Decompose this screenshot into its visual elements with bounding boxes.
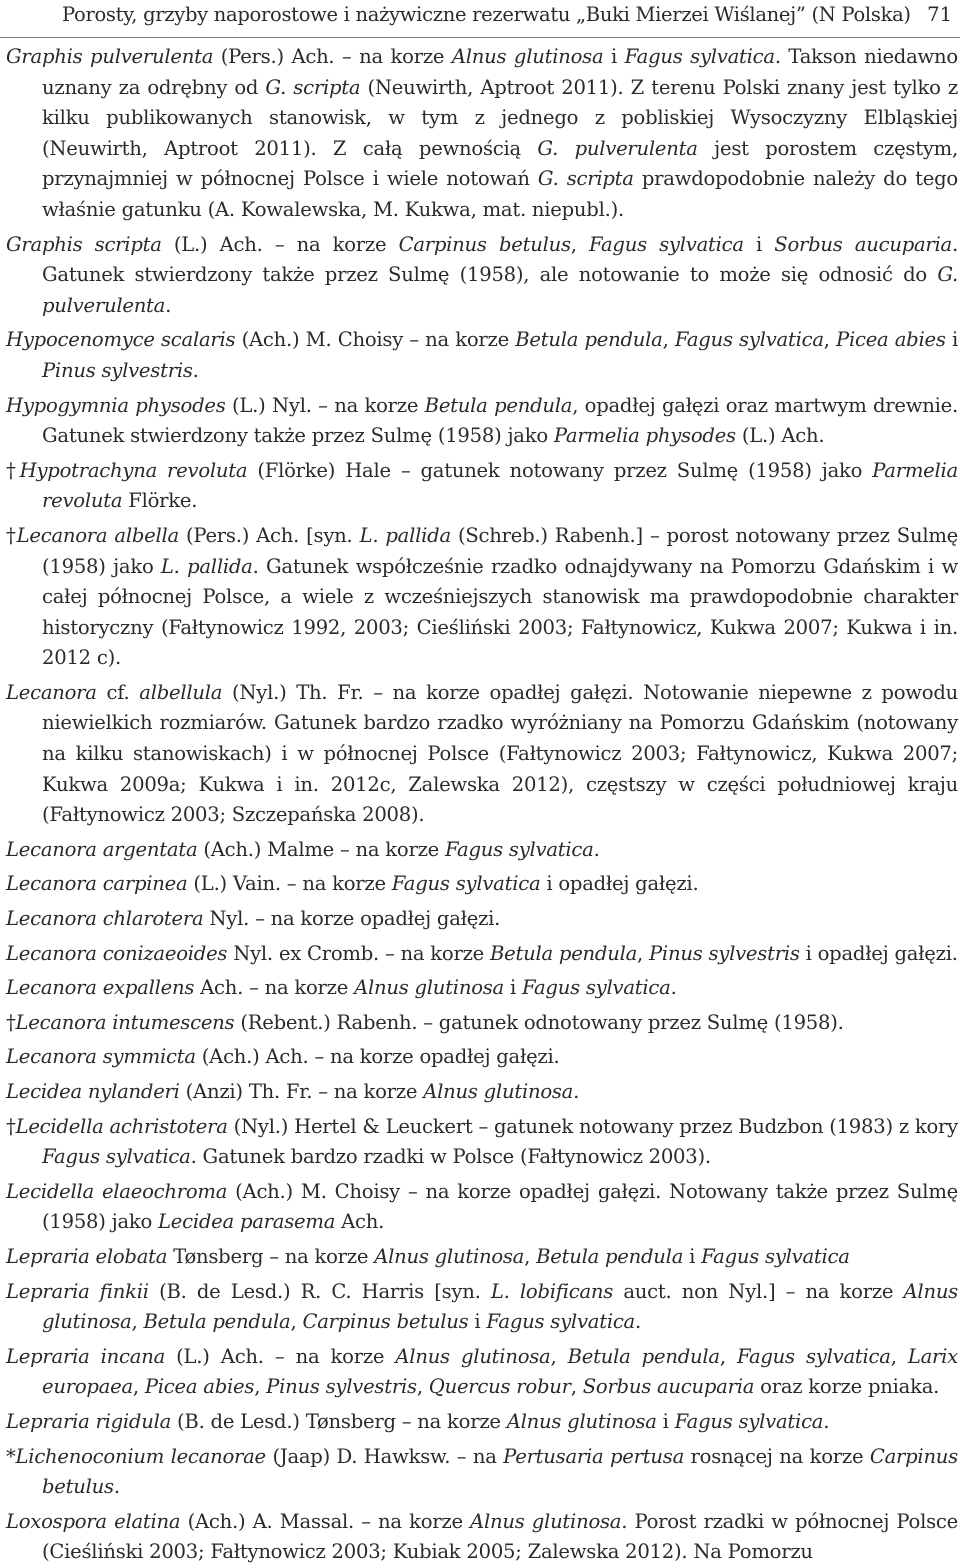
- species-entry: Hypocenomyce scalaris (Ach.) M. Choisy – na korze Betula pendula, Fagus sylvatica, Picea abies i Pinus sylvestris.: [6, 328, 958, 382]
- species-list: [6, 42, 958, 1568]
- species-entry: †Hypotrachyna revoluta (Flörke) Hale – gatunek notowany przez Sulmę (1958) jako Parmelia revoluta Flörke.: [6, 458, 958, 513]
- header-title: Porosty, grzyby naporostowe i nażywiczne rezerwatu „Buki Mierzei Wiślanej” (N Polska): [62, 3, 911, 26]
- species-entry: Loxospora elatina (Ach.) A. Massal. – na korze Alnus glutinosa. Porost rzadki w północnej Polsce (Cieśliński 2003; Fałtynowicz 2003; Kubiak 2005; Zalewska 2012). Na Pomorzu: [6, 1509, 958, 1564]
- species-entry: †Lecanora intumescens (Rebent.) Rabenh. – gatunek odnotowany przez Sulmę (1958).: [6, 1010, 844, 1034]
- species-entry: Graphis pulverulenta (Pers.) Ach. – na korze Alnus glutinosa i Fagus sylvatica. Takson niedawno uznany za odrębny od G. scripta (Neuwirth, Aptroot 2011). Z terenu Polski znany jest tylko z kilku publikowanych stanowisk, w tym z jednego z pobliskiej Wysoczyzny Elbląskiej (Neuwirth, Aptroot 2011). Z całą pewnością G. pulverulenta jest porostem częstym, przynajmniej w północnej Polsce i wiele notowań G. scripta prawdopodobnie należy do tego właśnie gatunku (A. Kowalewska, M. Kukwa, mat. niepubl.).: [6, 45, 958, 221]
- species-entry: *Lichenoconium lecanorae (Jaap) D. Hawksw. – na Pertusaria pertusa rosnącej na korze Carpinus betulus.: [6, 1444, 958, 1499]
- species-entry: Lepraria incana (L.) Ach. – na korze Alnus glutinosa, Betula pendula, Fagus sylvatica, Larix europaea, Picea abies, Pinus sylvestris, Quercus robur, Sorbus aucuparia oraz korze pniaka.: [6, 1344, 958, 1399]
- species-entry: †Lecidella achristotera (Nyl.) Hertel & Leuckert – gatunek notowany przez Budzbon (1983) z kory Fagus sylvatica. Gatunek bardzo rzadki w Polsce (Fałtynowicz 2003).: [6, 1114, 958, 1169]
- species-entry: Graphis scripta (L.) Ach. – na korze Carpinus betulus, Fagus sylvatica i Sorbus aucuparia. Gatunek stwierdzony także przez Sulmę (1958), ale notowanie to może się odnosić do G. pulverulenta.: [6, 232, 958, 317]
- species-entry: Lepraria finkii (B. de Lesd.) R. C. Harris [syn. L. lobificans auct. non Nyl.] – na korze Alnus glutinosa, Betula pendula, Carpinus betulus i Fagus sylvatica.: [6, 1279, 958, 1334]
- species-entry: †Lecanora albella (Pers.) Ach. [syn. L. pallida (Schreb.) Rabenh.] – porost notowany przez Sulmę (1958) jako L. pallida. Gatunek współcześnie rzadko odnajdywany na Pomorzu Gdańskim i w całej północnej Polsce, a wiele z wcześniejszych stanowisk ma prawdopodobnie charakter historyczny (Fałtynowicz 1992, 2003; Cieśliński 2003; Fałtynowicz, Kukwa 2007; Kukwa i in. 2012 c).: [6, 523, 959, 670]
- species-entry: Lecanora carpinea (L.) Vain. – na korze Fagus sylvatica i opadłej gałęzi.: [6, 872, 699, 896]
- species-entry: Lecanora conizaeoides Nyl. ex Cromb. – na korze Betula pendula, Pinus sylvestris i opadłej gałęzi.: [6, 941, 958, 965]
- species-entry: Lepraria rigidula (B. de Lesd.) Tønsberg – na korze Alnus glutinosa i Fagus sylvatica.: [6, 1409, 830, 1433]
- species-entry: Hypogymnia physodes (L.) Nyl. – na korze Betula pendula, opadłej gałęzi oraz martwym drewnie. Gatunek stwierdzony także przez Sulmę (1958) jako Parmelia physodes (L.) Ach.: [6, 393, 958, 448]
- species-entry: Lecidea nylanderi (Anzi) Th. Fr. – na korze Alnus glutinosa.: [6, 1080, 580, 1103]
- species-entry: Lecanora cf. albellula (Nyl.) Th. Fr. – na korze opadłej gałęzi. Notowanie niepewne z powodu niewielkich rozmiarów. Gatunek bardzo rzadko wyróżniany na Pomorzu Gdańskim (notowany na kilku stanowiskach) i w północnej Polsce (Fałtynowicz 2003; Fałtynowicz, Kukwa 2007; Kukwa 2009a; Kukwa i in. 2012c, Zalewska 2012), częstszy w części południowej kraju (Fałtynowicz 2003; Szczepańska 2008).: [6, 680, 958, 827]
- species-entry: Lecanora symmicta (Ach.) Ach. – na korze opadłej gałęzi.: [6, 1045, 560, 1069]
- species-entry: Lecanora argentata (Ach.) Malme – na korze Fagus sylvatica.: [6, 837, 600, 861]
- species-entry: Lecanora expallens Ach. – na korze Alnus glutinosa i Fagus sylvatica.: [6, 976, 677, 1000]
- species-entry: Lecidella elaeochroma (Ach.) M. Choisy – na korze opadłej gałęzi. Notowany także przez Sulmę (1958) jako Lecidea parasema Ach.: [6, 1179, 959, 1234]
- species-entry: Lecanora chlarotera Nyl. – na korze opadłej gałęzi.: [6, 907, 501, 931]
- running-header: [0, 0, 960, 38]
- species-entry: Lepraria elobata Tønsberg – na korze Alnus glutinosa, Betula pendula i Fagus sylvatica: [6, 1244, 850, 1268]
- page-number: 71: [927, 3, 952, 26]
